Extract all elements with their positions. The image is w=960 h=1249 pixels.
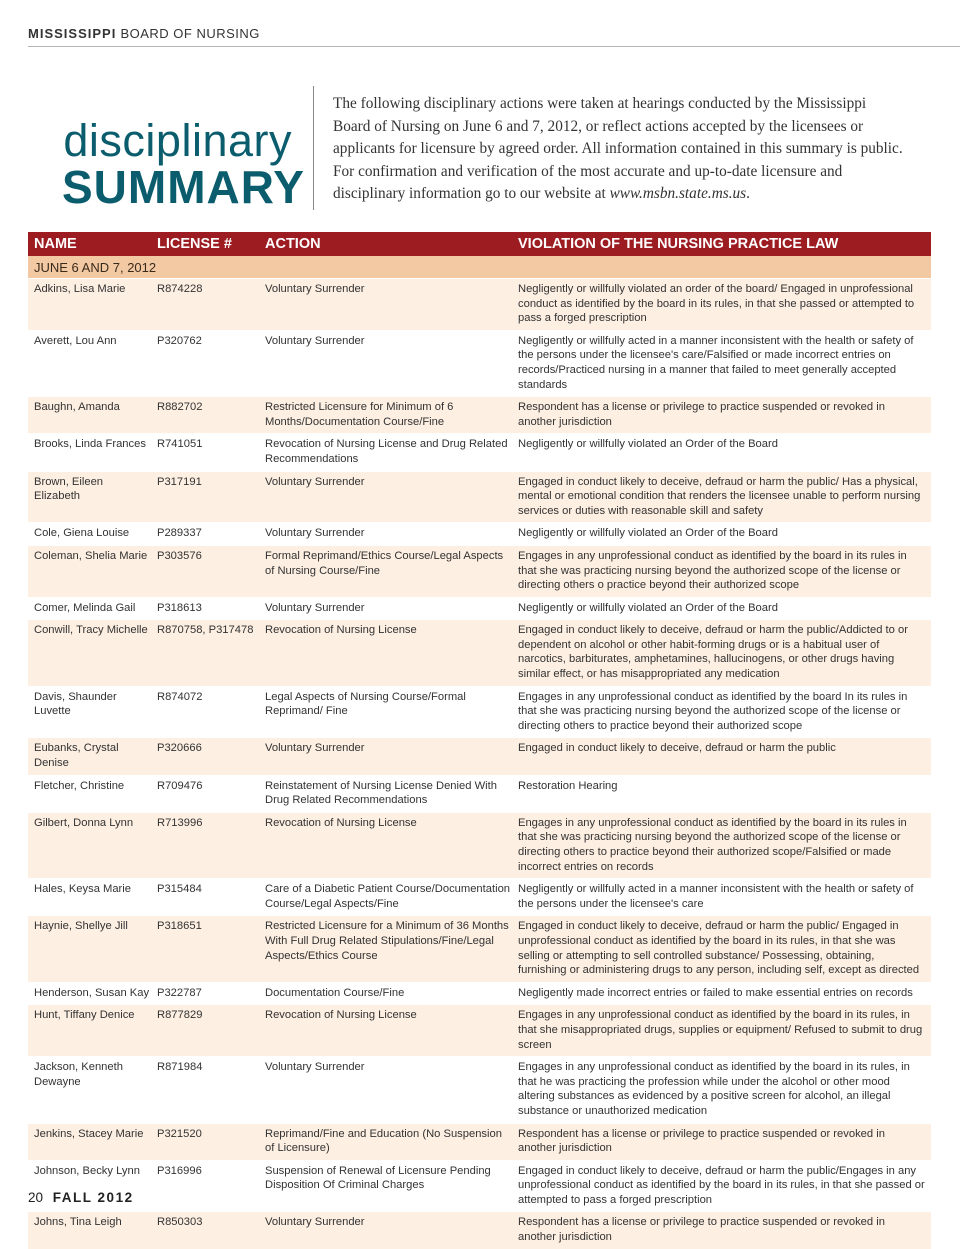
cell-license: R709476 [157, 779, 203, 792]
cell-license: P320666 [157, 742, 202, 755]
column-header-violation: VIOLATION OF THE NURSING PRACTICE LAW [518, 236, 839, 252]
cell-license: R870758, P317478 [157, 624, 254, 637]
table-row [28, 915, 931, 981]
header-rule [28, 46, 960, 47]
page-title [62, 115, 305, 213]
cell-action: Reinstatement of Nursing License Denied With Drug Related Recommendations [265, 779, 497, 807]
cell-violation: Engages in any unprofessional conduct as identified by the board In its rules in that she was practicing nursing beyond the authorized scope of the license or directing others to practice beyond their authorized scope [518, 690, 908, 732]
table-row [28, 686, 931, 738]
table-row [28, 1211, 931, 1248]
cell-name: Johns, Tina Leigh [34, 1216, 122, 1229]
cell-violation: Engaged in conduct likely to deceive, defraud or harm the public/ Has a physical, mental or emotional condition that renders the licensee unable to perform nursing services or duties with reasonable skill and safety [518, 475, 921, 517]
cell-violation: Negligently or willfully violated an Order of the Board [518, 527, 778, 540]
cell-violation: Respondent has a license or privilege to practice suspended or revoked in another jurisdiction [518, 1216, 885, 1244]
cell-license: R874228 [157, 283, 203, 295]
cell-action: Restricted Licensure for Minimum of 6 Months/Documentation Course/Fine [265, 401, 454, 428]
table-row [28, 775, 931, 812]
cell-license: P315484 [157, 883, 202, 896]
running-head [28, 26, 260, 41]
cell-name: Fletcher, Christine [34, 779, 125, 792]
cell-violation: Engages in any unprofessional conduct as identified by the board in its rules in that she was practicing nursing beyond the authorized scope of the license or directing others to practice beyond their authorized scope/Falsified or made incorrect entries on records [518, 816, 907, 873]
cell-action: Voluntary Surrender [265, 1216, 365, 1229]
issue-label: FALL 2012 [52, 1190, 134, 1205]
website-link[interactable]: www.msbn.state.ms.us [609, 185, 747, 202]
cell-name: Comer, Melinda Gail [34, 601, 136, 614]
page-footer [28, 1190, 134, 1205]
table-row [28, 1004, 931, 1056]
cell-action: Revocation of Nursing License [265, 816, 417, 829]
table-row [28, 522, 931, 545]
table-row [28, 982, 931, 1005]
cell-violation: Engaged in conduct likely to deceive, defraud or harm the public/Addicted to or dependent on alcohol or other habit-forming drugs or is a habitual user of narcotics, barbiturates, amphetamines, hallucinogens, or other drugs having similar effect, or has misappropriated any medication [518, 624, 908, 681]
cell-name: Haynie, Shellye Jill [34, 920, 128, 933]
cell-license: R850303 [157, 1216, 203, 1229]
cell-license: P316996 [157, 1164, 202, 1177]
cell-name: Hales, Keysa Marie [34, 883, 131, 896]
cell-violation: Negligently made incorrect entries or failed to make essential entries on records [518, 986, 913, 999]
cell-name: Eubanks, Crystal Denise [34, 742, 119, 770]
cell-action: Voluntary Surrender [265, 334, 365, 347]
title-line-2: SUMMARY [62, 161, 305, 213]
table-row [28, 737, 931, 774]
cell-name: Cole, Giena Louise [34, 527, 130, 540]
disciplinary-table [28, 232, 931, 1249]
cell-action: Revocation of Nursing License [265, 1009, 417, 1022]
cell-name: Brown, Eileen Elizabeth [34, 475, 104, 503]
cell-license: R741051 [157, 438, 203, 451]
cell-action: Documentation Course/Fine [265, 986, 405, 999]
cell-license: P322787 [157, 986, 202, 999]
cell-action: Voluntary Surrender [265, 527, 365, 540]
table-row [28, 278, 931, 330]
cell-name: Averett, Lou Ann [34, 334, 117, 347]
title-line-1: disciplinary [63, 115, 292, 166]
column-header-action: ACTION [265, 236, 321, 252]
cell-name: Jackson, Kenneth Dewayne [34, 1061, 123, 1088]
cell-action: Suspension of Renewal of Licensure Pending Disposition Of Criminal Charges [265, 1164, 491, 1192]
cell-action: Voluntary Surrender [265, 1061, 365, 1074]
cell-violation: Negligently or willfully violated an Order of the Board [518, 438, 778, 451]
cell-license: P321520 [157, 1127, 202, 1140]
cell-license: P289337 [157, 527, 202, 540]
cell-violation: Engaged in conduct likely to deceive, defraud or harm the public/ Engaged in unprofessional conduct as identified by the board in its rules, in that she was selling or attempting to sell controlled substance/ Possessing, obtaining, furnishing or administering drugs to any person, including self, except as directed [518, 920, 920, 977]
cell-action: Voluntary Surrender [265, 283, 365, 295]
column-header-license: LICENSE # [157, 236, 232, 252]
cell-name: Gilbert, Donna Lynn [34, 816, 134, 829]
column-header-name: NAME [34, 236, 77, 252]
cell-license: R882702 [157, 401, 203, 414]
cell-violation: Engaged in conduct likely to deceive, defraud or harm the public [518, 742, 836, 755]
cell-license: P320762 [157, 334, 202, 347]
cell-violation: Restoration Hearing [518, 779, 618, 792]
title-divider [313, 86, 314, 210]
cell-violation: Negligently or willfully violated an order of the board/ Engaged in unprofessional conduct as identified by the board in its rules, in that she passed or attempted to pass a forged prescription [518, 283, 915, 325]
cell-name: Johnson, Becky Lynn [34, 1164, 140, 1177]
org-name-rest: BOARD OF NURSING [120, 26, 260, 41]
table-header [28, 232, 931, 256]
cell-license: P317191 [157, 475, 202, 488]
cell-name: Baughn, Amanda [34, 401, 120, 414]
cell-violation: Negligently or willfully acted in a manner inconsistent with the health or safety of the persons under the licensee's care/Falsified or made incorrect entries on records/Practiced nursing in a manner that failed to meet generally accepted standards [518, 334, 914, 391]
table-row [28, 1160, 931, 1212]
cell-name: Coleman, Shelia Marie [34, 549, 148, 562]
table-row [28, 330, 931, 396]
cell-action: Voluntary Surrender [265, 601, 365, 614]
table-row [28, 396, 931, 433]
cell-action: Voluntary Surrender [265, 475, 365, 488]
table-body [28, 278, 931, 1249]
cell-name: Conwill, Tracy Michelle [34, 624, 148, 637]
cell-name: Jenkins, Stacey Marie [34, 1127, 144, 1140]
intro-end: . [746, 185, 750, 202]
cell-violation: Respondent has a license or privilege to practice suspended or revoked in another jurisdiction [518, 1127, 885, 1155]
table-row [28, 619, 931, 685]
cell-action: Revocation of Nursing License and Drug Related Recommendations [265, 438, 508, 465]
table-row [28, 545, 931, 597]
cell-violation: Negligently or willfully violated an Order of the Board [518, 601, 778, 614]
cell-action: Restricted Licensure for a Minimum of 36 Months With Full Drug Related Stipulations/Fine/Legal Aspects/Ethics Course [265, 920, 509, 962]
cell-action: Formal Reprimand/Ethics Course/Legal Aspects of Nursing Course/Fine [265, 549, 504, 577]
cell-license: R713996 [157, 816, 203, 829]
cell-action: Legal Aspects of Nursing Course/Formal Reprimand/ Fine [265, 690, 466, 718]
cell-license: R874072 [157, 690, 203, 703]
cell-name: Brooks, Linda Frances [34, 438, 146, 451]
cell-name: Hunt, Tiffany Denice [34, 1009, 135, 1022]
cell-license: R877829 [157, 1009, 203, 1022]
cell-action: Care of a Diabetic Patient Course/Documentation Course/Legal Aspects/Fine [265, 883, 511, 910]
table-row [28, 812, 931, 878]
hearing-date-section: JUNE 6 AND 7, 2012 [28, 256, 931, 278]
cell-license: R871984 [157, 1061, 203, 1074]
table-row [28, 597, 931, 620]
cell-name: Henderson, Susan Kay [34, 986, 150, 999]
cell-license: P318613 [157, 601, 202, 614]
cell-violation: Engages in any unprofessional conduct as identified by the board in its rules, in that he was practicing the profession while under the alcohol or other mood altering substances as evidenced by a positive screen for alcohol, an illegal substance or unauthorized medication [518, 1061, 910, 1117]
cell-name: Adkins, Lisa Marie [34, 283, 126, 295]
cell-violation: Engaged in conduct likely to deceive, defraud or harm the public/Engages in any unprofessional conduct as identified by the board in its rules, in that she passed or attempted to pass a forged prescription [518, 1164, 925, 1206]
cell-violation: Negligently or willfully acted in a manner inconsistent with the health or safety of the persons under the licensee's care [518, 883, 914, 910]
table-row [28, 1056, 931, 1122]
intro-paragraph [333, 93, 905, 206]
cell-license: P303576 [157, 549, 202, 562]
table-row [28, 471, 931, 523]
page-number: 20 [28, 1190, 44, 1205]
cell-violation: Engages in any unprofessional conduct as identified by the board in its rules in that she was practicing nursing beyond the authorized scope of the license or directing others o practice beyond their authorized scope [518, 549, 907, 592]
table-row [28, 433, 931, 470]
cell-license: P318651 [157, 920, 202, 933]
cell-violation: Engages in any unprofessional conduct as identified by the board in its rules, in that she misappropriated drugs, supplies or equipment/ Refused to submit to drug screen [518, 1009, 923, 1051]
cell-action: Revocation of Nursing License [265, 624, 417, 637]
cell-violation: Respondent has a license or privilege to practice suspended or revoked in another jurisdiction [518, 401, 885, 428]
cell-name: Davis, Shaunder Luvette [34, 690, 117, 718]
table-row [28, 878, 931, 915]
cell-action: Reprimand/Fine and Education (No Suspension of Licensure) [265, 1127, 502, 1155]
org-name-bold: MISSISSIPPI [28, 26, 117, 41]
intro-text: The following disciplinary actions were taken at hearings conducted by the Mississippi Board of Nursing on June 6 and 7, 2012, or reflect actions accepted by the licensees or applicants for licensure by agreed order. All information contained in this summary is public. For confirmation and verification of the most accurate and up-to-date licensure and disciplinary information go to our website at [333, 95, 903, 202]
table-row [28, 1123, 931, 1160]
cell-action: Voluntary Surrender [265, 742, 365, 755]
